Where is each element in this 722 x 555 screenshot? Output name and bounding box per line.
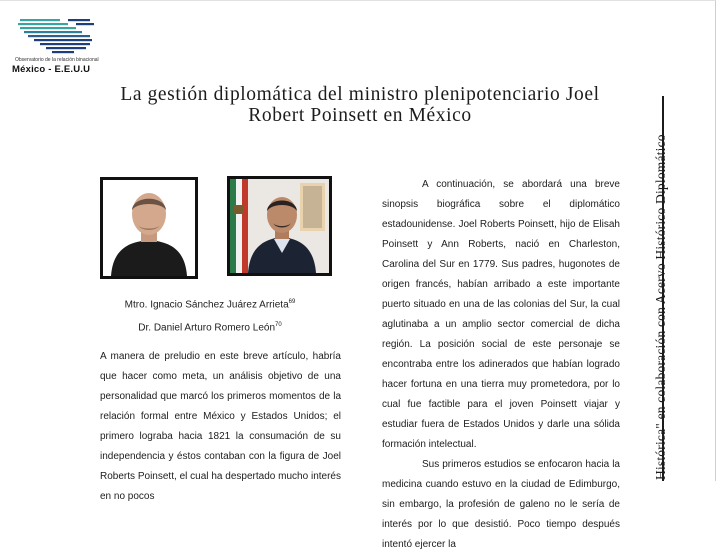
author-list	[100, 292, 320, 339]
right-column	[382, 175, 620, 555]
logo-caption: Observatorio de la relación binacional	[15, 57, 99, 63]
side-caption: Histórica" en colaboración con Acervo Histórico Diplomático	[653, 134, 668, 480]
logo-brand: México - E.E.U.U	[12, 64, 91, 75]
author-1	[100, 292, 320, 315]
author-2-footnote[interactable]: 70	[275, 322, 282, 329]
title-line-2: Robert Poinsett en México	[248, 105, 472, 126]
author-2	[100, 315, 320, 338]
author-photo-2	[227, 176, 332, 276]
author-2-name: Dr. Daniel Arturo Romero León	[138, 322, 276, 334]
left-paragraph: A manera de preludio en este breve artículo, habría que hacer como meta, un análisis objetivo de una personalidad que marcó los primeros momentos de la relación formal entre México y Estados Unidos; el primero lograba hacia 1821 la consumación de su independencia y éstos contaban con la figura de Joel Roberts Poinsett, el cual ha despertado mucho interés en no pocos	[100, 351, 341, 502]
author-1-name: Mtro. Ignacio Sánchez Juárez Arrieta	[124, 299, 289, 311]
author-photo-1	[100, 177, 198, 279]
right-paragraph-1: A continuación, se abordará una breve sinopsis biográfica sobre el diplomático estadounidense. Joel Roberts Poinsett, hijo de Elisah Poinsett y Ann Roberts, nació en Charleston, Carolina del Sur en 1779. Sus padres, hugonotes de origen francés, habían arribado a este importante puerto situado en una de las colonias del Sur, la cual aglutinaba a un amplio sector comercial de dicha región. La posición social de este personaje se encontraba entre los adinerados que habían logrado hacer fortuna en una tierra muy prometedora, por lo cual fue factible para el joven Poinsett viajar y estudiar fuera de Estados Unidos y darle una sólida formación intelectual.	[382, 179, 620, 450]
title-line-1: La gestión diplomática del ministro plenipotenciario Joel	[120, 84, 600, 105]
left-column	[100, 347, 341, 507]
right-paragraph-2: Sus primeros estudios se enfocaron hacia la medicina cuando estuvo en la ciudad de Edimburgo, sin embargo, la profesión de galeno no le sería de interés por lo que desistió. Poco tiempo después intentó ejercer la	[382, 459, 620, 550]
author-1-footnote[interactable]: 69	[288, 299, 296, 305]
article-title	[100, 84, 620, 126]
